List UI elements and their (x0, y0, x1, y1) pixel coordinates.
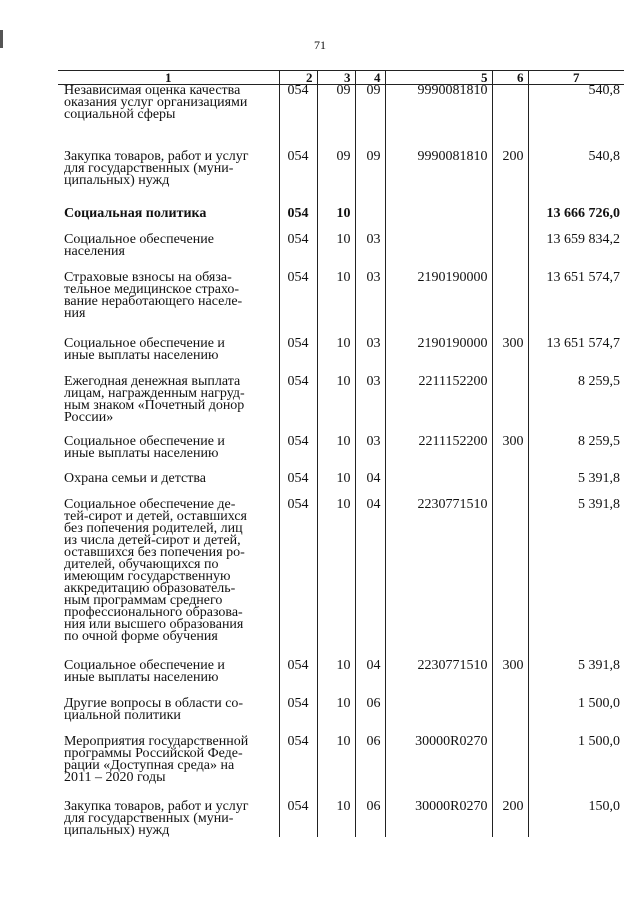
subsection-code-cell: 09 (355, 85, 385, 122)
spacer-cell (385, 220, 492, 234)
expense-type-cell (492, 376, 528, 424)
expense-type-cell (492, 85, 528, 122)
item-name-line: иные выплаты населению (64, 670, 219, 685)
spacer-cell (492, 258, 528, 272)
table-row (58, 436, 624, 460)
table-row (58, 499, 624, 643)
spacer-cell (492, 722, 528, 736)
target-article-cell: 9990081810 (385, 85, 492, 122)
table-row (58, 272, 624, 320)
subsection-code-cell: 04 (355, 473, 385, 485)
spacer-cell (385, 684, 492, 698)
section-code-cell: 10 (317, 736, 355, 784)
ministry-code-cell: 054 (279, 660, 317, 684)
section-code-cell: 10 (317, 208, 355, 220)
section-code-cell: 10 (317, 272, 355, 320)
spacer-cell (528, 187, 624, 208)
item-name-line: иные выплаты населению (64, 348, 219, 363)
ministry-code-cell: 054 (279, 151, 317, 187)
expense-type-cell (492, 736, 528, 784)
item-name-line: циальной политики (64, 708, 181, 723)
subsection-code-cell: 03 (355, 234, 385, 258)
target-article-cell (385, 234, 492, 258)
item-name-line: программы Российской Феде- (64, 746, 243, 761)
target-article-cell: 9990081810 (385, 151, 492, 187)
target-article-cell: 2190190000 (385, 338, 492, 362)
row-spacer (58, 187, 624, 208)
item-name-line: аккредитацию образователь- (64, 581, 236, 596)
section-code-cell: 09 (317, 151, 355, 187)
item-name-line: из числа детей-сирот и детей, (64, 533, 241, 548)
item-name-line: России» (64, 410, 114, 425)
spacer-cell (317, 121, 355, 151)
item-name-line: Социальное обеспечение и (64, 434, 225, 449)
section-code-cell: 10 (317, 499, 355, 643)
spacer-cell (385, 187, 492, 208)
spacer-cell (492, 460, 528, 473)
ministry-code-cell: 054 (279, 801, 317, 837)
item-name-line: ния (64, 306, 86, 321)
item-name-line: по очной форме обучения (64, 629, 218, 644)
item-name-cell (58, 660, 279, 684)
item-name-cell (58, 736, 279, 784)
table-row (58, 698, 624, 722)
target-article-cell: 2230771510 (385, 499, 492, 643)
table-row (58, 338, 624, 362)
item-name-cell (58, 698, 279, 722)
spacer-cell (317, 187, 355, 208)
column-header-ministry: 2 (279, 71, 317, 85)
amount-cell: 13 651 574,7 (528, 338, 624, 362)
table-body (58, 85, 624, 838)
item-name-cell (58, 234, 279, 258)
subsection-code-cell: 03 (355, 338, 385, 362)
ministry-code-cell: 054 (279, 436, 317, 460)
item-name-line: Закупка товаров, работ и услуг (64, 149, 249, 164)
item-name-cell (58, 85, 279, 122)
item-name-line: Охрана семьи и детства (64, 471, 206, 486)
amount-cell: 150,0 (528, 801, 624, 837)
subsection-code-cell: 06 (355, 801, 385, 837)
item-name-line: для государственных (муни- (64, 161, 234, 176)
item-name-line: социальной сферы (64, 107, 176, 122)
amount-cell: 1 500,0 (528, 698, 624, 722)
target-article-cell: 30000R0270 (385, 736, 492, 784)
target-article-cell (385, 698, 492, 722)
item-name-line: Социальное обеспечение (64, 232, 214, 247)
item-name-line: без попечения родителей, лиц (64, 521, 243, 536)
ministry-code-cell: 054 (279, 85, 317, 122)
section-code-cell: 10 (317, 660, 355, 684)
target-article-cell: 2211152200 (385, 376, 492, 424)
expense-type-cell (492, 272, 528, 320)
table-row (58, 208, 624, 220)
table-row (58, 736, 624, 784)
item-name-line: Ежегодная денежная выплата (64, 374, 241, 389)
column-header-target-article: 5 (385, 71, 492, 85)
expense-type-cell: 300 (492, 436, 528, 460)
spacer-cell (355, 121, 385, 151)
section-code-cell: 10 (317, 234, 355, 258)
table-row (58, 473, 624, 485)
item-name-line: Страховые взносы на обяза- (64, 270, 232, 285)
expense-type-cell (492, 208, 528, 220)
subsection-code-cell: 03 (355, 436, 385, 460)
item-name-line: лицам, награжденным нагруд- (64, 386, 245, 401)
item-name-line: тельное медицинское страхо- (64, 282, 240, 297)
section-code-cell: 10 (317, 436, 355, 460)
item-name-line: имеющим государственную (64, 569, 231, 584)
item-name-line: тей-сирот и детей, оставшихся (64, 509, 247, 524)
column-header-section: 3 (317, 71, 355, 85)
spacer-cell (492, 187, 528, 208)
table-row (58, 801, 624, 837)
item-name-line: Независимая оценка качества (64, 83, 241, 98)
item-name-line: оставшихся без попечения ро- (64, 545, 245, 560)
amount-cell: 540,8 (528, 85, 624, 122)
expense-type-cell (492, 234, 528, 258)
amount-cell: 5 391,8 (528, 499, 624, 643)
item-name-line: вание неработающего населе- (64, 294, 243, 309)
subsection-code-cell: 06 (355, 698, 385, 722)
item-name-line: для государственных (муни- (64, 811, 234, 826)
spacer-cell (279, 187, 317, 208)
item-name-line: профессионального образова- (64, 605, 243, 620)
item-name-line: Социальная политика (64, 206, 207, 221)
expense-type-cell: 200 (492, 151, 528, 187)
row-spacer (58, 121, 624, 151)
item-name-cell (58, 801, 279, 837)
item-name-cell (58, 376, 279, 424)
subsection-code-cell: 04 (355, 499, 385, 643)
target-article-cell: 2190190000 (385, 272, 492, 320)
item-name-line: Социальное обеспечение и (64, 336, 225, 351)
page-number: 71 (314, 38, 326, 52)
item-name-line: ципальных) нужд (64, 823, 170, 838)
item-name-cell (58, 151, 279, 187)
spacer-cell (279, 121, 317, 151)
item-name-line: ным знаком «Почетный донор (64, 398, 245, 413)
item-name-line: ния или высшего образования (64, 617, 244, 632)
spacer-cell (58, 121, 279, 151)
item-name-line: оказания услуг организациями (64, 95, 248, 110)
column-header-subsection: 4 (355, 71, 385, 85)
column-header-amount: 7 (528, 71, 624, 85)
amount-cell: 5 391,8 (528, 660, 624, 684)
amount-cell: 13 666 726,0 (528, 208, 624, 220)
amount-cell: 13 659 834,2 (528, 234, 624, 258)
expense-type-cell: 200 (492, 801, 528, 837)
item-name-line: рации «Доступная среда» на (64, 758, 235, 773)
spacer-cell (528, 121, 624, 151)
column-header-expense-type: 6 (492, 71, 528, 85)
table-row (58, 85, 624, 122)
subsection-code-cell: 04 (355, 660, 385, 684)
budget-table (58, 70, 624, 837)
expense-type-cell (492, 698, 528, 722)
section-code-cell: 10 (317, 801, 355, 837)
ministry-code-cell: 054 (279, 338, 317, 362)
ministry-code-cell: 054 (279, 234, 317, 258)
amount-cell: 8 259,5 (528, 376, 624, 424)
expense-type-cell (492, 499, 528, 643)
item-name-cell (58, 473, 279, 485)
section-code-cell: 10 (317, 473, 355, 485)
target-article-cell: 2230771510 (385, 660, 492, 684)
item-name-line: Другие вопросы в области со- (64, 696, 244, 711)
spacer-cell (492, 220, 528, 234)
table-row (58, 151, 624, 187)
spacer-cell (492, 684, 528, 698)
amount-cell: 1 500,0 (528, 736, 624, 784)
spacer-cell (58, 187, 279, 208)
subsection-code-cell (355, 208, 385, 220)
amount-cell: 13 651 574,7 (528, 272, 624, 320)
item-name-line: Социальное обеспечение и (64, 658, 225, 673)
item-name-line: дителей, обучающихся по (64, 557, 219, 572)
item-name-line: ципальных) нужд (64, 173, 170, 188)
subsection-code-cell: 06 (355, 736, 385, 784)
ministry-code-cell: 054 (279, 499, 317, 643)
ministry-code-cell: 054 (279, 736, 317, 784)
expense-type-cell: 300 (492, 660, 528, 684)
column-header-name: 1 (58, 71, 279, 85)
item-name-cell (58, 208, 279, 220)
ministry-code-cell: 054 (279, 376, 317, 424)
spacer-cell (385, 460, 492, 473)
table-row (58, 660, 624, 684)
item-name-cell (58, 272, 279, 320)
subsection-code-cell: 03 (355, 272, 385, 320)
target-article-cell: 2211152200 (385, 436, 492, 460)
amount-cell: 540,8 (528, 151, 624, 187)
spacer-cell (385, 121, 492, 151)
table-row (58, 376, 624, 424)
item-name-line: Мероприятия государственной (64, 734, 249, 749)
section-code-cell: 10 (317, 376, 355, 424)
table-row (58, 234, 624, 258)
item-name-cell (58, 338, 279, 362)
item-name-line: 2011 – 2020 годы (64, 770, 166, 785)
item-name-line: иные выплаты населению (64, 446, 219, 461)
amount-cell: 5 391,8 (528, 473, 624, 485)
spacer-cell (492, 121, 528, 151)
expense-type-cell: 300 (492, 338, 528, 362)
spacer-cell (492, 485, 528, 499)
subsection-code-cell: 09 (355, 151, 385, 187)
ministry-code-cell: 054 (279, 698, 317, 722)
item-name-line: населения (64, 244, 125, 259)
item-name-line: Закупка товаров, работ и услуг (64, 799, 249, 814)
section-code-cell: 10 (317, 698, 355, 722)
ministry-code-cell: 054 (279, 272, 317, 320)
section-code-cell: 10 (317, 338, 355, 362)
ministry-code-cell: 054 (279, 473, 317, 485)
item-name-line: ным программам среднего (64, 593, 223, 608)
item-name-cell (58, 499, 279, 643)
expense-type-cell (492, 473, 528, 485)
amount-cell: 8 259,5 (528, 436, 624, 460)
spacer-cell (492, 362, 528, 376)
target-article-cell (385, 208, 492, 220)
target-article-cell: 30000R0270 (385, 801, 492, 837)
section-code-cell: 09 (317, 85, 355, 122)
ministry-code-cell: 054 (279, 208, 317, 220)
item-name-line: Социальное обеспечение де- (64, 497, 236, 512)
subsection-code-cell: 03 (355, 376, 385, 424)
spacer-cell (355, 187, 385, 208)
target-article-cell (385, 473, 492, 485)
item-name-cell (58, 436, 279, 460)
